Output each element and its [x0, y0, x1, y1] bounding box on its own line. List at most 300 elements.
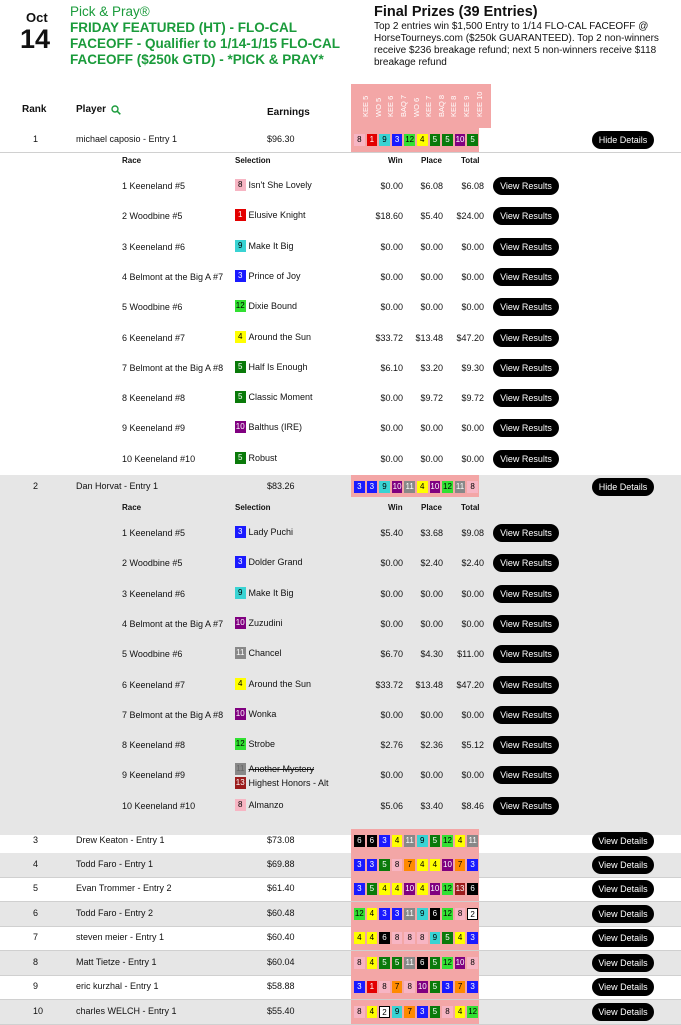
track-header-cell	[373, 84, 396, 128]
details-total: $8.46	[461, 800, 484, 811]
view-results-button[interactable]: View Results	[493, 554, 559, 572]
details-total: $5.12	[461, 740, 484, 751]
view-details-button[interactable]: View Details	[592, 905, 654, 923]
details-place: $2.40	[420, 558, 443, 569]
details-win: $5.40	[380, 528, 403, 538]
view-results-button[interactable]: View Results	[493, 298, 559, 316]
pick-cell	[353, 981, 366, 993]
saddle-cloth-number: 2	[467, 908, 478, 920]
pick-cell	[454, 981, 467, 993]
details-win: $0.00	[380, 302, 403, 313]
view-results-button[interactable]: View Results	[493, 389, 559, 407]
details-place: $4.30	[420, 649, 443, 660]
saddle-cloth-number: 4	[367, 908, 378, 920]
saddle-cloth-number: 8	[467, 957, 478, 969]
saddle-cloth-number: 12	[235, 301, 245, 311]
details-place: $0.00	[420, 618, 443, 629]
saddle-cloth-number: 3	[367, 481, 378, 493]
horse-name: Dolder Grand	[248, 557, 303, 568]
details-win: $0.00	[380, 618, 403, 629]
details-race: 7 Belmont at the Big A #8	[122, 709, 224, 720]
pick-cell	[353, 859, 366, 871]
entry-earnings: $73.08	[267, 835, 295, 845]
details-row	[0, 705, 681, 725]
hide-details-button[interactable]: Hide Details	[592, 131, 654, 149]
pick-cell	[454, 134, 467, 146]
alternate-horse-name: Highest Honors - Alt	[248, 778, 329, 789]
details-total-header: Total	[461, 503, 480, 512]
contest-header	[0, 0, 681, 80]
details-place: $0.00	[420, 271, 443, 282]
saddle-cloth-number: 8	[404, 932, 415, 944]
entry-rank: 6	[33, 908, 39, 918]
player-column-header: Player	[76, 104, 107, 115]
pick-cell	[391, 883, 404, 895]
details-selection	[235, 526, 293, 538]
picks-strip	[351, 975, 479, 999]
view-results-button[interactable]: View Results	[493, 797, 559, 815]
saddle-cloth-number: 11	[455, 482, 465, 491]
pick-cell	[353, 1006, 366, 1018]
saddle-cloth-number: 8	[392, 932, 403, 944]
saddle-cloth-number: 9	[379, 134, 390, 146]
details-race-header: Race	[122, 156, 142, 165]
pick-cell	[366, 835, 379, 847]
horse-name: Make It Big	[248, 587, 294, 598]
saddle-cloth-number: 1	[235, 209, 246, 221]
entry-earnings: $61.40	[267, 883, 295, 893]
saddle-cloth-number: 3	[467, 859, 478, 871]
horse-name: Elusive Knight	[248, 210, 306, 221]
horse-name: Around the Sun	[248, 331, 312, 342]
entry-row	[0, 829, 681, 853]
entry-player: Matt Tietze - Entry 1	[76, 957, 157, 967]
details-race: 3 Keeneland #6	[122, 241, 186, 252]
saddle-cloth-number: 4	[392, 835, 403, 847]
track-header-cell	[464, 84, 484, 128]
pick-cell	[366, 134, 379, 146]
saddle-cloth-number: 11	[236, 648, 245, 658]
saddle-cloth-number: 12	[443, 836, 452, 845]
saddle-cloth-number: 4	[417, 883, 428, 895]
entry-player: Evan Trommer - Entry 2	[76, 883, 172, 893]
track-label: BAQ 8	[436, 94, 446, 117]
saddle-cloth-number: 7	[392, 981, 403, 993]
pick-cell	[441, 908, 454, 920]
saddle-cloth-number: 9	[379, 481, 390, 493]
track-label: WO 5	[373, 97, 383, 117]
saddle-cloth-number: 4	[455, 835, 466, 847]
entry-player: Todd Faro - Entry 1	[76, 859, 154, 869]
pick-cell	[391, 908, 404, 920]
view-details-button[interactable]: View Details	[592, 929, 654, 947]
view-results-button[interactable]: View Results	[493, 207, 559, 225]
saddle-cloth-number: 12	[405, 135, 415, 144]
details-place-header: Place	[421, 503, 442, 512]
details-row	[0, 358, 681, 378]
details-win: $0.00	[380, 423, 403, 434]
details-place: $0.00	[420, 588, 443, 599]
view-results-button[interactable]: View Results	[493, 177, 559, 195]
saddle-cloth-number: 11	[405, 482, 414, 491]
pick-cell	[353, 932, 366, 944]
saddle-cloth-number: 9	[235, 587, 246, 599]
details-total: $0.00	[461, 709, 484, 720]
details-total: $0.00	[461, 770, 484, 781]
track-header-cell	[351, 84, 371, 128]
saddle-cloth-number: 5	[430, 835, 441, 847]
saddle-cloth-number: 8	[467, 481, 478, 493]
saddle-cloth-number: 10	[430, 884, 440, 893]
view-details-button[interactable]: View Details	[592, 954, 654, 972]
saddle-cloth-number: 12	[443, 482, 452, 491]
view-details-button[interactable]: View Details	[592, 978, 654, 996]
entry-row	[0, 128, 681, 152]
entry-rank: 3	[33, 835, 39, 845]
saddle-cloth-number: 6	[430, 908, 441, 920]
pick-cell	[429, 957, 442, 969]
pick-cell	[441, 481, 454, 493]
details-row	[0, 418, 681, 438]
details-row	[0, 449, 681, 469]
earnings-column-header: Earnings	[267, 107, 310, 118]
details-place: $3.40	[420, 800, 443, 811]
pick-cell	[466, 957, 479, 969]
horse-name: Dixie Bound	[248, 301, 298, 312]
pick-cell	[466, 981, 479, 993]
saddle-cloth-number: 5	[235, 391, 246, 403]
pick-cell	[454, 957, 467, 969]
details-selection	[235, 452, 277, 464]
track-header-cell	[389, 84, 409, 128]
pick-cell	[366, 981, 379, 993]
saddle-cloth-number: 2	[379, 1006, 390, 1018]
pick-cell	[416, 932, 429, 944]
contest-name: Pick & Pray®	[70, 4, 150, 19]
saddle-cloth-number: 3	[392, 908, 403, 920]
saddle-cloth-number: 7	[455, 981, 466, 993]
saddle-cloth-number: 4	[235, 331, 246, 343]
view-results-button[interactable]: View Results	[493, 268, 559, 286]
picks-strip	[351, 853, 479, 877]
entry-earnings: $58.88	[267, 981, 295, 991]
details-selection	[235, 799, 284, 811]
saddle-cloth-number: 3	[467, 932, 478, 944]
entry-rank: 8	[33, 957, 39, 967]
pick-cell	[454, 932, 467, 944]
view-results-button[interactable]: View Results	[493, 238, 559, 256]
details-race: 10 Keeneland #10	[122, 453, 196, 464]
saddle-cloth-number: 6	[417, 957, 428, 969]
track-header-strip	[351, 84, 491, 128]
pick-cell	[466, 481, 479, 493]
entry-row	[0, 475, 681, 499]
pick-cell	[353, 883, 366, 895]
pick-cell	[429, 835, 442, 847]
picks-strip	[351, 877, 479, 901]
saddle-cloth-number: 7	[455, 859, 466, 871]
pick-cell	[441, 859, 454, 871]
pick-cell	[416, 835, 429, 847]
details-place: $0.00	[420, 241, 443, 252]
saddle-cloth-number: 12	[468, 1007, 478, 1016]
picks-strip	[351, 951, 479, 975]
saddle-cloth-number: 5	[367, 883, 378, 895]
prizes-block	[374, 4, 674, 69]
pick-cell	[403, 1006, 416, 1018]
details-selection	[235, 300, 297, 312]
entry-player: michael caposio - Entry 1	[76, 134, 178, 144]
saddle-cloth-number: 11	[405, 909, 414, 918]
saddle-cloth-number: 11	[236, 764, 245, 774]
details-selection	[235, 556, 303, 568]
details-race: 2 Woodbine #5	[122, 211, 183, 222]
details-row	[0, 644, 681, 664]
details-total: $9.30	[461, 362, 484, 373]
view-results-button[interactable]: View Results	[493, 736, 559, 754]
hide-details-button[interactable]: Hide Details	[592, 478, 654, 496]
pick-cell	[416, 957, 429, 969]
pick-cell	[353, 957, 366, 969]
details-row	[0, 735, 681, 755]
details-row	[0, 764, 681, 789]
saddle-cloth-number: 9	[392, 1006, 403, 1018]
details-place: $3.68	[420, 528, 443, 538]
entry-rank: 9	[33, 981, 39, 991]
details-race: 1 Keeneland #5	[122, 181, 186, 191]
view-details-button[interactable]: View Details	[592, 1003, 654, 1021]
scratched-horse-name: Another Mystery	[248, 764, 315, 775]
pick-cell	[353, 481, 366, 493]
entry-rank: 2	[33, 481, 39, 491]
saddle-cloth-number: 3	[354, 481, 365, 493]
saddle-cloth-number: 10	[405, 884, 415, 893]
saddle-cloth-number: 12	[443, 884, 452, 893]
details-win: $6.70	[380, 649, 403, 660]
saddle-cloth-number: 10	[430, 482, 440, 491]
details-total: $0.00	[461, 618, 484, 629]
details-total: $47.20	[456, 332, 484, 343]
saddle-cloth-number: 10	[455, 958, 465, 967]
saddle-cloth-number: 8	[235, 179, 246, 191]
saddle-cloth-number: 4	[367, 1006, 378, 1018]
view-results-button[interactable]: View Results	[493, 585, 559, 603]
pick-cell	[416, 481, 429, 493]
pick-cell	[454, 908, 467, 920]
horse-name: Robust	[248, 452, 278, 463]
saddle-cloth-number: 5	[235, 452, 246, 464]
entry-row	[0, 853, 681, 877]
details-race: 2 Woodbine #5	[122, 558, 183, 569]
pick-cell	[403, 134, 416, 146]
saddle-cloth-number: 11	[405, 958, 414, 967]
saddle-cloth-number: 3	[235, 270, 246, 282]
pick-cell	[391, 859, 404, 871]
details-selection	[235, 763, 329, 789]
track-label: KEE 10	[474, 91, 484, 117]
details-row	[0, 796, 681, 816]
pick-cell	[429, 134, 442, 146]
details-place: $6.08	[420, 181, 443, 191]
horse-name: Make It Big	[248, 240, 294, 251]
details-row	[0, 388, 681, 408]
details-race: 1 Keeneland #5	[122, 528, 186, 538]
picks-strip	[351, 475, 479, 499]
saddle-cloth-number: 3	[442, 981, 453, 993]
track-header-cell	[452, 84, 472, 128]
entry-player: charles WELCH - Entry 1	[76, 1006, 177, 1016]
saddle-cloth-number: 5	[467, 134, 478, 146]
track-label: BAQ 7	[399, 94, 409, 117]
saddle-cloth-number: 3	[392, 134, 403, 146]
pick-cell	[429, 883, 442, 895]
saddle-cloth-number: 8	[235, 799, 246, 811]
details-race: 8 Keeneland #8	[122, 393, 186, 404]
track-label: WO 6	[411, 97, 421, 117]
prizes-description: Top 2 entries win $1,500 Entry to 1/14 FLO-CAL FACEOFF @ HorseTourneys.com ($250k GUARANTEED). Top 2 non-winners receive $236 breakage refund; next 5 non-winners receive $118 breakage refund	[374, 21, 659, 68]
pick-cell	[403, 481, 416, 493]
details-place: $0.00	[420, 302, 443, 313]
details-race: 5 Woodbine #6	[122, 302, 183, 313]
pick-cell	[378, 134, 391, 146]
details-race: 6 Keeneland #7	[122, 679, 186, 690]
details-total: $9.72	[461, 393, 484, 404]
saddle-cloth-number: 3	[235, 526, 246, 538]
details-total: $9.08	[461, 528, 484, 538]
search-icon[interactable]	[111, 105, 121, 115]
saddle-cloth-number: 3	[235, 556, 246, 568]
horse-name: Zuzudini	[248, 617, 283, 628]
details-total: $47.20	[456, 679, 484, 690]
saddle-cloth-number: 6	[379, 932, 390, 944]
view-details-button[interactable]: View Details	[592, 832, 654, 850]
contest-month: Oct	[26, 10, 48, 25]
view-results-button[interactable]: View Results	[493, 419, 559, 437]
pick-cell	[378, 908, 391, 920]
saddle-cloth-number: 8	[392, 859, 403, 871]
pick-cell	[416, 859, 429, 871]
picks-strip	[351, 829, 479, 853]
entry-earnings: $60.48	[267, 908, 295, 918]
pick-cell	[378, 957, 391, 969]
horse-name: Prince of Joy	[248, 270, 301, 281]
details-total: $0.00	[461, 453, 484, 464]
view-results-button[interactable]: View Results	[493, 329, 559, 347]
pick-cell	[454, 883, 467, 895]
track-header-cell	[401, 84, 421, 128]
picks-strip	[351, 128, 479, 152]
saddle-cloth-number: 1	[367, 981, 378, 993]
pick-cell	[429, 981, 442, 993]
view-results-button[interactable]: View Results	[493, 676, 559, 694]
entry-row	[0, 975, 681, 999]
pick-cell	[378, 883, 391, 895]
saddle-cloth-number: 5	[430, 134, 441, 146]
horse-name: Almanzo	[248, 799, 284, 810]
pick-cell	[378, 1006, 391, 1018]
details-race: 4 Belmont at the Big A #7	[122, 271, 224, 282]
entry-player: Todd Faro - Entry 2	[76, 908, 154, 918]
details-race: 6 Keeneland #7	[122, 332, 186, 343]
details-race: 9 Keeneland #9	[122, 423, 186, 434]
entry-row	[0, 902, 681, 926]
view-results-button[interactable]: View Results	[493, 766, 559, 784]
view-results-button[interactable]: View Results	[493, 706, 559, 724]
details-race: 9 Keeneland #9	[122, 770, 186, 781]
details-row	[0, 614, 681, 634]
saddle-cloth-number: 11	[468, 836, 477, 845]
details-selection	[235, 678, 311, 690]
saddle-cloth-number: 3	[417, 1006, 428, 1018]
pick-cell	[416, 1006, 429, 1018]
contest-day: 14	[20, 24, 51, 54]
pick-cell	[466, 859, 479, 871]
pick-cell	[441, 1006, 454, 1018]
contest-title-block	[70, 4, 360, 68]
view-details-button[interactable]: View Details	[592, 880, 654, 898]
view-results-button[interactable]: View Results	[493, 450, 559, 468]
view-results-button[interactable]: View Results	[493, 645, 559, 663]
pick-cell	[366, 481, 379, 493]
saddle-cloth-number: 6	[354, 835, 365, 847]
pick-cell	[429, 1006, 442, 1018]
horse-name: Isn't She Lovely	[248, 180, 312, 190]
horse-name: Strobe	[248, 739, 276, 750]
track-header-cell	[364, 84, 383, 128]
details-place: $0.00	[420, 770, 443, 781]
pick-cell	[441, 134, 454, 146]
details-row	[0, 553, 681, 573]
track-label: KEE 5	[361, 95, 371, 117]
entry-earnings: $83.26	[267, 481, 295, 491]
details-row	[0, 206, 681, 226]
entry-earnings: $69.88	[267, 859, 295, 869]
entry-earnings: $60.40	[267, 932, 295, 942]
pick-cell	[466, 1006, 479, 1018]
details-win: $6.10	[380, 362, 403, 373]
pick-cell	[391, 957, 404, 969]
horse-name: Chancel	[248, 648, 282, 659]
saddle-cloth-number: 4	[392, 883, 403, 895]
pick-cell	[378, 859, 391, 871]
details-selection	[235, 240, 294, 252]
saddle-cloth-number: 4	[235, 678, 246, 690]
entry-row	[0, 951, 681, 975]
saddle-cloth-number: 9	[235, 240, 246, 252]
saddle-cloth-number: 3	[379, 908, 390, 920]
details-total: $24.00	[456, 211, 484, 222]
details-total: $0.00	[461, 302, 484, 313]
pick-cell	[466, 134, 479, 146]
details-selection	[235, 361, 308, 373]
pick-cell	[416, 883, 429, 895]
pick-cell	[403, 859, 416, 871]
saddle-cloth-number: 5	[442, 134, 453, 146]
view-results-button[interactable]: View Results	[493, 359, 559, 377]
details-total: $0.00	[461, 241, 484, 252]
view-results-button[interactable]: View Results	[493, 524, 559, 542]
saddle-cloth-number: 13	[455, 884, 465, 893]
track-header-cell	[427, 84, 446, 128]
saddle-cloth-number: 11	[405, 836, 414, 845]
details-selection	[235, 587, 294, 599]
pick-cell	[378, 932, 391, 944]
view-details-button[interactable]: View Details	[592, 856, 654, 874]
view-results-button[interactable]: View Results	[493, 615, 559, 633]
pick-cell	[403, 932, 416, 944]
pick-cell	[391, 481, 404, 493]
picks-strip	[351, 902, 479, 926]
